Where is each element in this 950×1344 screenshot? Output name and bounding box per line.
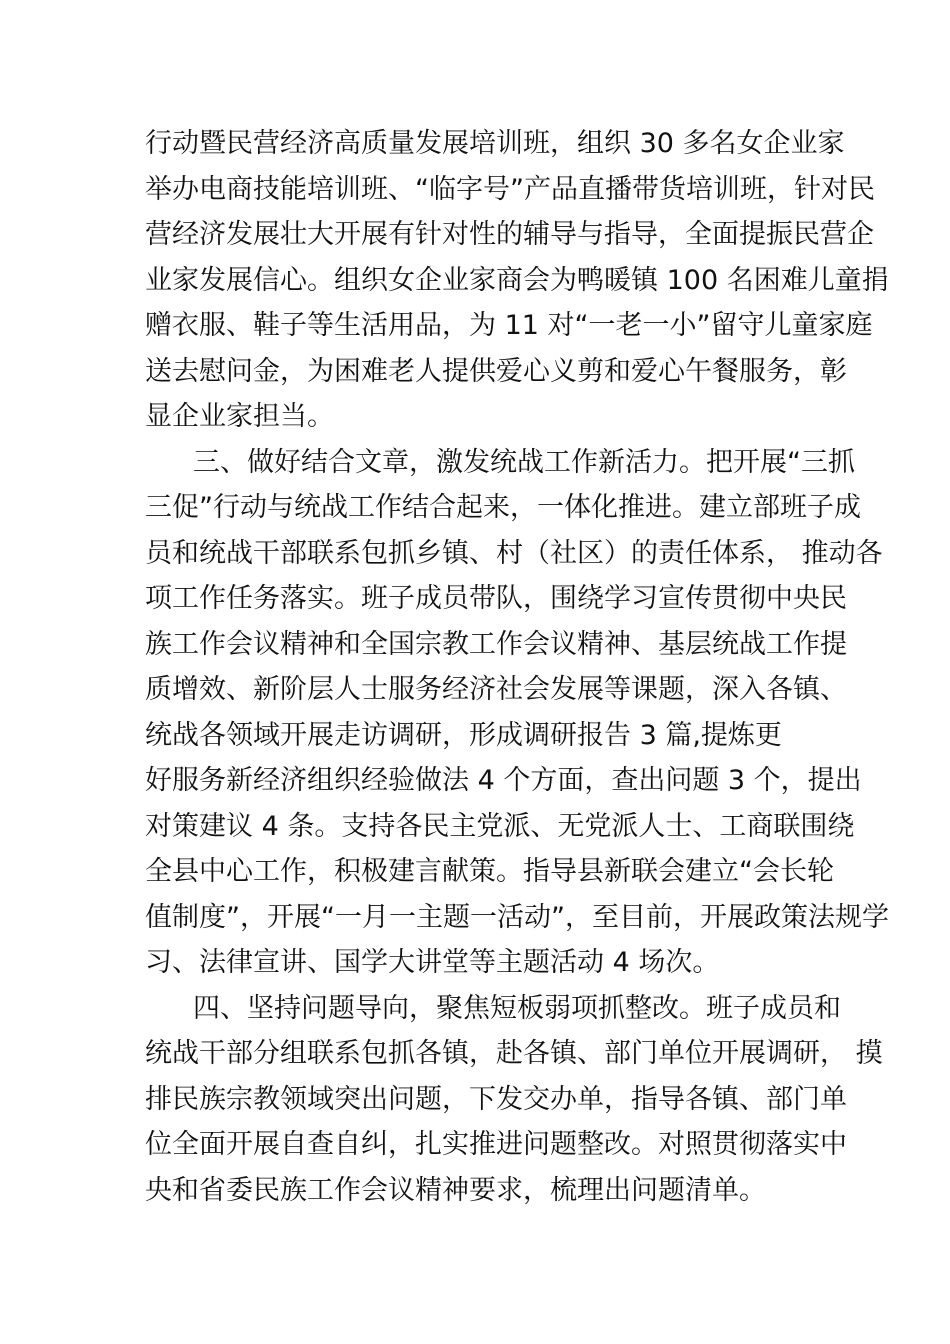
text-line: 位全面开展自查自纠，扎实推进问题整改。对照贯彻落实中 <box>145 1129 847 1160</box>
text-line: 全县中心工作，积极建言献策。指导县新联会建立“会长轮 <box>145 856 834 887</box>
text-line: 统战各领域开展走访调研，形成调研报告 3 篇,提炼更 <box>145 720 782 751</box>
text-line: 质增效、新阶层人士服务经济社会发展等课题，深入各镇、 <box>145 674 847 705</box>
text-line: 统战干部分组联系包抓各镇，赴各镇、部门单位开展调研， 摸 <box>145 1038 883 1069</box>
text-line: 显企业家担当。 <box>145 401 334 432</box>
text-line: 员和统战干部联系包抓乡镇、村（社区）的责任体系， 推动各 <box>145 538 883 569</box>
text-line: 业家发展信心。组织女企业家商会为鸭暖镇 100 名困难儿童捐 <box>145 265 889 296</box>
text-line: 央和省委民族工作会议精神要求，梳理出问题清单。 <box>145 1175 766 1206</box>
text-line: 好服务新经济组织经验做法 4 个方面，查出问题 3 个，提出 <box>145 765 862 796</box>
text-line: 值制度”，开展“一月一主题一活动”，至目前，开展政策法规学 <box>145 902 889 933</box>
text-line: 对策建议 4 条。支持各民主党派、无党派人士、工商联围绕 <box>145 811 855 842</box>
section-heading-three: 三、做好结合文章，激发统战工作新活力。把开展“三抓 <box>193 447 855 478</box>
text-line: 行动暨民营经济高质量发展培训班，组织 30 多名女企业家 <box>145 128 845 159</box>
text-line: 营经济发展壮大开展有针对性的辅导与指导，全面提振民营企 <box>145 219 874 250</box>
section-heading-four: 四、坚持问题导向，聚焦短板弱项抓整改。班子成员和 <box>193 993 841 1024</box>
text-line: 举办电商技能培训班、“临字号”产品直播带货培训班，针对民 <box>145 174 875 205</box>
text-line: 送去慰问金，为困难老人提供爱心义剪和爱心午餐服务，彰 <box>145 356 847 387</box>
text-line: 习、法律宣讲、国学大讲堂等主题活动 4 场次。 <box>145 947 720 978</box>
text-line: 项工作任务落实。班子成员带队，围绕学习宣传贯彻中央民 <box>145 583 847 614</box>
text-line: 排民族宗教领域突出问题，下发交办单，指导各镇、部门单 <box>145 1084 847 1115</box>
text-line: 赠衣服、鞋子等生活用品，为 11 对“一老一小”留守儿童家庭 <box>145 310 873 341</box>
text-line: 三促”行动与统战工作结合起来，一体化推进。建立部班子成 <box>145 492 861 523</box>
text-line: 族工作会议精神和全国宗教工作会议精神、基层统战工作提 <box>145 629 847 660</box>
